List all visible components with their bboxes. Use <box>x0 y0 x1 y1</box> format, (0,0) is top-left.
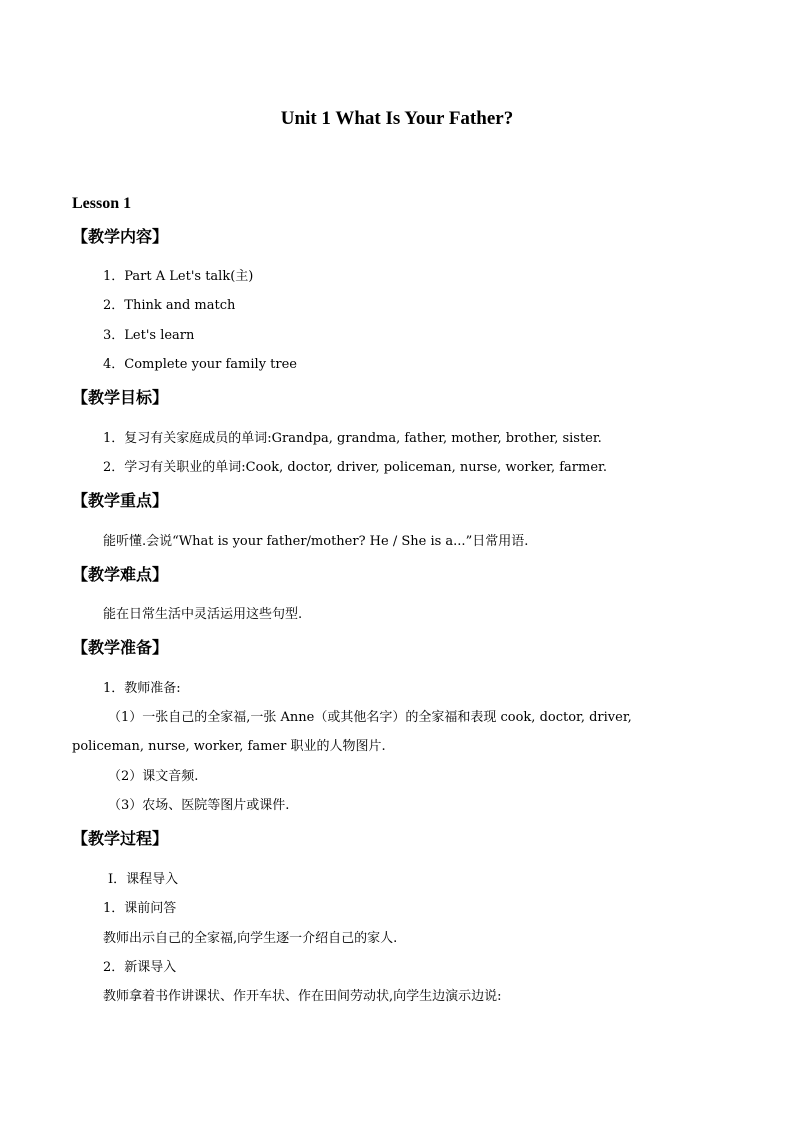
process-step-1: Ⅰ．课程导入 <box>108 872 179 887</box>
heading-teaching-difficulty: 【教学难点】 <box>72 565 169 584</box>
goal-item-1: 1．复习有关家庭成员的单词:Grandpa, grandma, father, mother, brother, sister. <box>103 431 602 446</box>
heading-teaching-process: 【教学过程】 <box>72 829 169 848</box>
process-q2: 2．新课导入 <box>103 960 177 975</box>
content-item-4: 4．Complete your family tree <box>103 357 297 372</box>
document-title: Unit 1 What Is Your Father? <box>280 108 514 129</box>
heading-teaching-content: 【教学内容】 <box>72 227 169 246</box>
preparation-sub-1-cont: policeman, nurse, worker, famer 职业的人物图片. <box>72 739 386 754</box>
preparation-item-1: 1．教师准备: <box>103 681 181 696</box>
content-item-3: 3．Let's learn <box>103 328 195 343</box>
preparation-sub-2: （2）课文音频. <box>108 769 199 784</box>
preparation-sub-3: （3）农场、医院等图片或课件. <box>108 798 290 813</box>
lesson-label: Lesson 1 <box>72 195 132 212</box>
content-item-2: 2．Think and match <box>103 298 236 313</box>
focus-text: 能听懂.会说“What is your father/mother? He / She is a...”日常用语. <box>103 534 529 549</box>
process-q2-text: 教师拿着书作讲课状、作开车状、作在田间劳动状,向学生边演示边说: <box>103 989 502 1004</box>
preparation-sub-1: （1）一张自己的全家福,一张 Anne（或其他名字）的全家福和表现 cook, doctor, driver, <box>108 710 632 725</box>
difficulty-text: 能在日常生活中灵活运用这些句型. <box>103 607 303 622</box>
content-item-1: 1．Part A Let's talk(主) <box>103 269 254 284</box>
heading-teaching-focus: 【教学重点】 <box>72 491 169 510</box>
goal-item-2: 2．学习有关职业的单词:Cook, doctor, driver, policeman, nurse, worker, farmer. <box>103 460 607 475</box>
heading-teaching-goals: 【教学目标】 <box>72 388 169 407</box>
process-q1-text: 教师出示自己的全家福,向学生逐一介绍自己的家人. <box>103 931 398 946</box>
process-q1: 1．课前问答 <box>103 901 177 916</box>
heading-teaching-preparation: 【教学准备】 <box>72 638 169 657</box>
